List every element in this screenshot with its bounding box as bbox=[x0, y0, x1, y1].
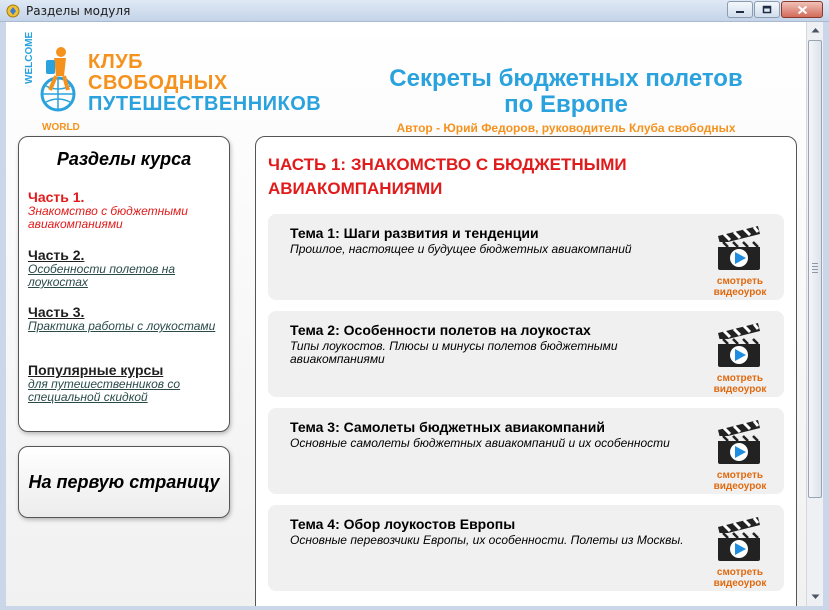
watch-video-button-4[interactable] bbox=[696, 511, 784, 589]
author-line-1: Автор - Юрий Федоров, руководитель Клуба свободных bbox=[396, 121, 736, 135]
clapperboard-play-icon bbox=[714, 511, 764, 563]
clapperboard-play-icon bbox=[714, 414, 764, 466]
topic-description: Основные перевозчики Европы, их особенности. Полеты из Москвы. bbox=[290, 533, 684, 547]
logo-line-3: ПУТЕШЕСТВЕННИКОВ bbox=[88, 93, 322, 115]
window-titlebar[interactable] bbox=[0, 0, 829, 22]
watch-video-button-3[interactable] bbox=[696, 414, 784, 492]
minimize-button[interactable] bbox=[727, 1, 753, 18]
minimize-icon bbox=[735, 6, 745, 14]
sidebar-item-part-3[interactable] bbox=[28, 304, 224, 333]
logo-welcome-text: WELCOME bbox=[24, 31, 35, 84]
home-page-button[interactable]: На первую страницу bbox=[18, 446, 230, 518]
logo-text bbox=[88, 52, 321, 115]
watch-label-line-1: смотреть bbox=[716, 470, 764, 481]
sidebar-item-head: Часть 3. bbox=[28, 304, 85, 320]
logo-line-2: СВОБОДНЫХ bbox=[88, 72, 228, 94]
watch-label-line-2: видеоурок bbox=[713, 287, 767, 298]
clapperboard-play-icon bbox=[714, 220, 764, 272]
topic-title: Тема 3: Самолеты бюджетных авиакомпаний bbox=[290, 419, 605, 435]
watch-video-button-1[interactable] bbox=[696, 220, 784, 298]
sidebar-item-sub: Особенности полетов на лоукостах bbox=[28, 262, 176, 289]
course-title-line-1: Секреты бюджетных полетов bbox=[389, 65, 743, 92]
part-title: ЧАСТЬ 1: ЗНАКОМСТВО С БЮДЖЕТНЫМИ АВИАКОМПАНИЯМИ bbox=[268, 155, 627, 198]
scroll-down-button[interactable] bbox=[807, 589, 823, 605]
sidebar-item-head: Часть 2. bbox=[28, 247, 85, 263]
scrollbar-grip bbox=[812, 263, 818, 275]
topic-card-2 bbox=[268, 311, 784, 397]
vertical-scrollbar[interactable] bbox=[806, 22, 823, 606]
logo-world-text: WORLD bbox=[42, 122, 80, 133]
window-frame-right bbox=[823, 22, 829, 610]
scroll-up-button[interactable] bbox=[807, 22, 823, 38]
watch-label-line-2: видеоурок bbox=[713, 481, 767, 492]
close-icon bbox=[797, 5, 808, 15]
traveler-globe-icon bbox=[32, 46, 84, 114]
sidebar-item-sub: Практика работы с лоукостами bbox=[28, 319, 216, 333]
scroll-down-icon bbox=[811, 594, 820, 600]
sidebar-item-part-2[interactable] bbox=[28, 247, 224, 289]
sidebar-item-head: Часть 1. bbox=[28, 189, 85, 205]
sidebar-item-head: Популярные курсы bbox=[28, 362, 164, 378]
watch-video-label bbox=[696, 470, 784, 492]
logo-line-1: КЛУБ bbox=[88, 51, 144, 73]
topic-card-4 bbox=[268, 505, 784, 591]
watch-label-line-2: видеоурок bbox=[713, 578, 767, 589]
topic-description: Типы лоукостов. Плюсы и минусы полетов бюджетными авиакомпаниями bbox=[290, 339, 618, 366]
watch-video-label bbox=[696, 373, 784, 395]
watch-video-label bbox=[696, 276, 784, 298]
sidebar-item-sub: Знакомство с бюджетными авиакомпаниями bbox=[28, 204, 188, 231]
part-content-panel bbox=[255, 136, 797, 606]
topic-title: Тема 1: Шаги развития и тенденции bbox=[290, 225, 539, 241]
topic-card-1 bbox=[268, 214, 784, 300]
window-frame-bottom bbox=[0, 606, 829, 610]
topic-card-3 bbox=[268, 408, 784, 494]
close-button[interactable] bbox=[781, 1, 823, 18]
course-title bbox=[366, 66, 766, 118]
topic-description: Основные самолеты бюджетных авиакомпаний и их особенности bbox=[290, 436, 670, 450]
scrollbar-thumb[interactable] bbox=[808, 40, 822, 498]
watch-video-button-2[interactable] bbox=[696, 317, 784, 395]
clapperboard-play-icon bbox=[714, 317, 764, 369]
sidebar-item-part-1[interactable] bbox=[28, 189, 224, 231]
watch-label-line-1: смотреть bbox=[716, 373, 764, 384]
sections-title: Разделы курса bbox=[56, 149, 192, 169]
watch-label-line-1: смотреть bbox=[716, 276, 764, 287]
sidebar-item-sub: для путешественников со специальной скидкой bbox=[28, 377, 181, 404]
watch-label-line-1: смотреть bbox=[716, 567, 764, 578]
maximize-icon bbox=[762, 5, 772, 14]
app-icon bbox=[6, 4, 20, 18]
sidebar-item-popular-courses[interactable] bbox=[28, 362, 224, 404]
client-area bbox=[6, 22, 806, 606]
topic-title: Тема 2: Особенности полетов на лоукостах bbox=[290, 322, 591, 338]
scroll-up-icon bbox=[811, 27, 820, 33]
maximize-button[interactable] bbox=[754, 1, 780, 18]
watch-video-label bbox=[696, 567, 784, 589]
topic-title: Тема 4: Обор лоукостов Европы bbox=[290, 516, 516, 532]
topic-description: Прошлое, настоящее и будущее бюджетных авиакомпаний bbox=[290, 242, 632, 256]
course-title-line-2: по Европе bbox=[504, 91, 628, 118]
window-title: Разделы модуля bbox=[26, 4, 131, 18]
watch-label-line-2: видеоурок bbox=[713, 384, 767, 395]
course-sections-panel bbox=[18, 136, 230, 432]
